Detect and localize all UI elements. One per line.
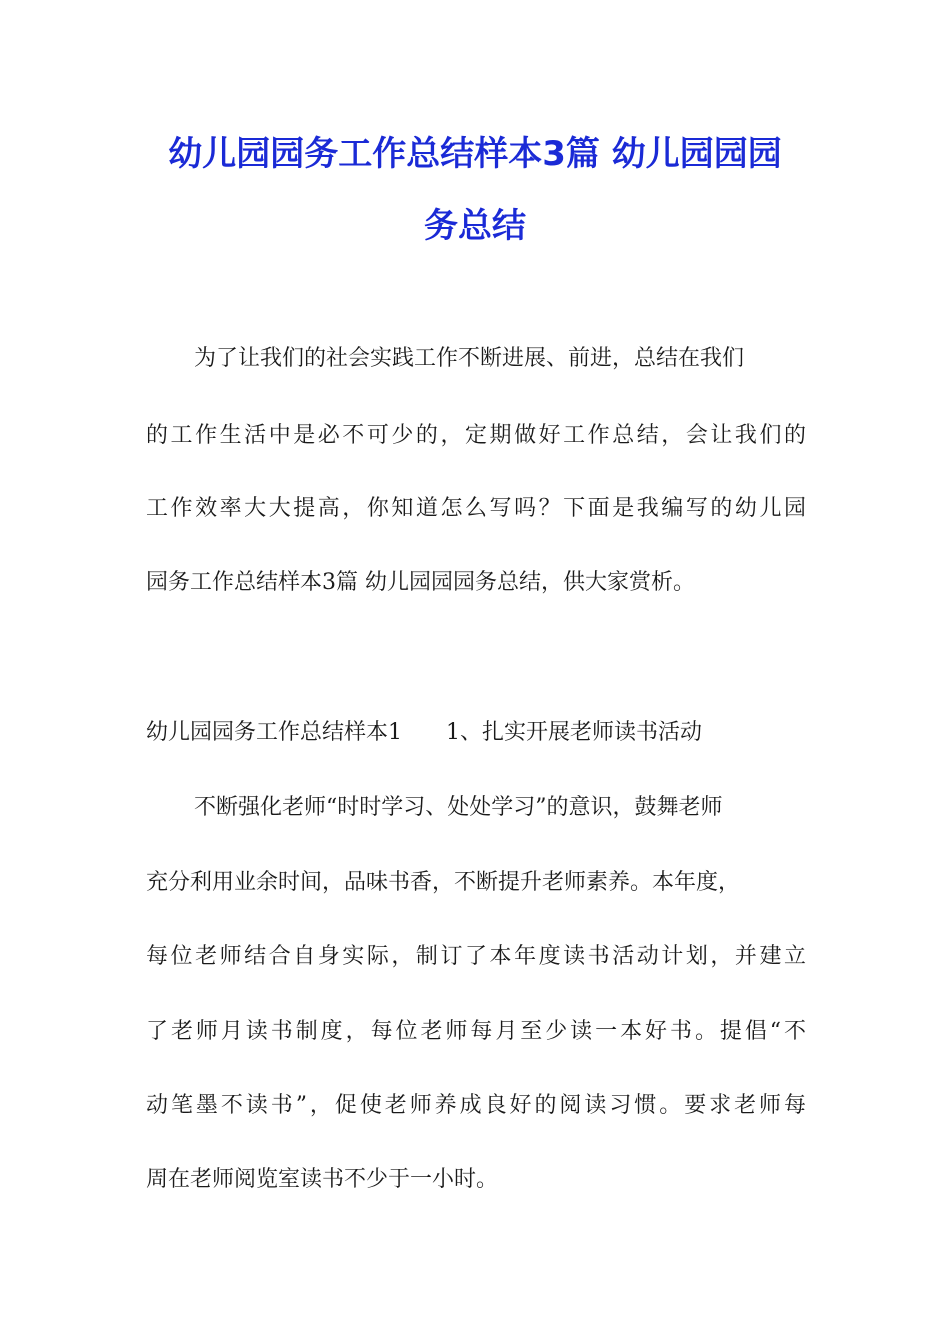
section-body-line-2: 充分利用业余时间，品味书香，不断提升老师素养。本年度，	[146, 870, 741, 895]
document-title-line-2: 务总结	[424, 206, 526, 246]
intro-line-2: 的工作生活中是必不可少的，定期做好工作总结，会让我们的	[146, 423, 806, 448]
section-body-line-3: 每位老师结合自身实际，制订了本年度读书活动计划，并建立	[146, 944, 806, 969]
section-body-line-5: 动笔墨不读书”，促使老师养成良好的阅读习惯。要求老师每	[146, 1093, 806, 1118]
intro-line-4: 园务工作总结样本3篇 幼儿园园园务总结，供大家赏析。	[146, 570, 695, 595]
section-body-line-6: 周在老师阅览室读书不少于一小时。	[146, 1167, 499, 1192]
intro-line-3: 工作效率大大提高，你知道怎么写吗？下面是我编写的幼儿园	[146, 496, 806, 521]
intro-line-1: 为了让我们的社会实践工作不断进展、前进，总结在我们	[194, 346, 745, 371]
section-body-line-1: 不断强化老师“时时学习、处处学习”的意识，鼓舞老师	[194, 795, 723, 820]
document-title-line-1: 幼儿园园务工作总结样本3篇 幼儿园园园	[168, 134, 782, 174]
section-heading: 幼儿园园务工作总结样本1 1、扎实开展老师读书活动	[146, 720, 702, 745]
section-body-line-4: 了老师月读书制度，每位老师每月至少读一本好书。提倡“不	[146, 1019, 806, 1044]
